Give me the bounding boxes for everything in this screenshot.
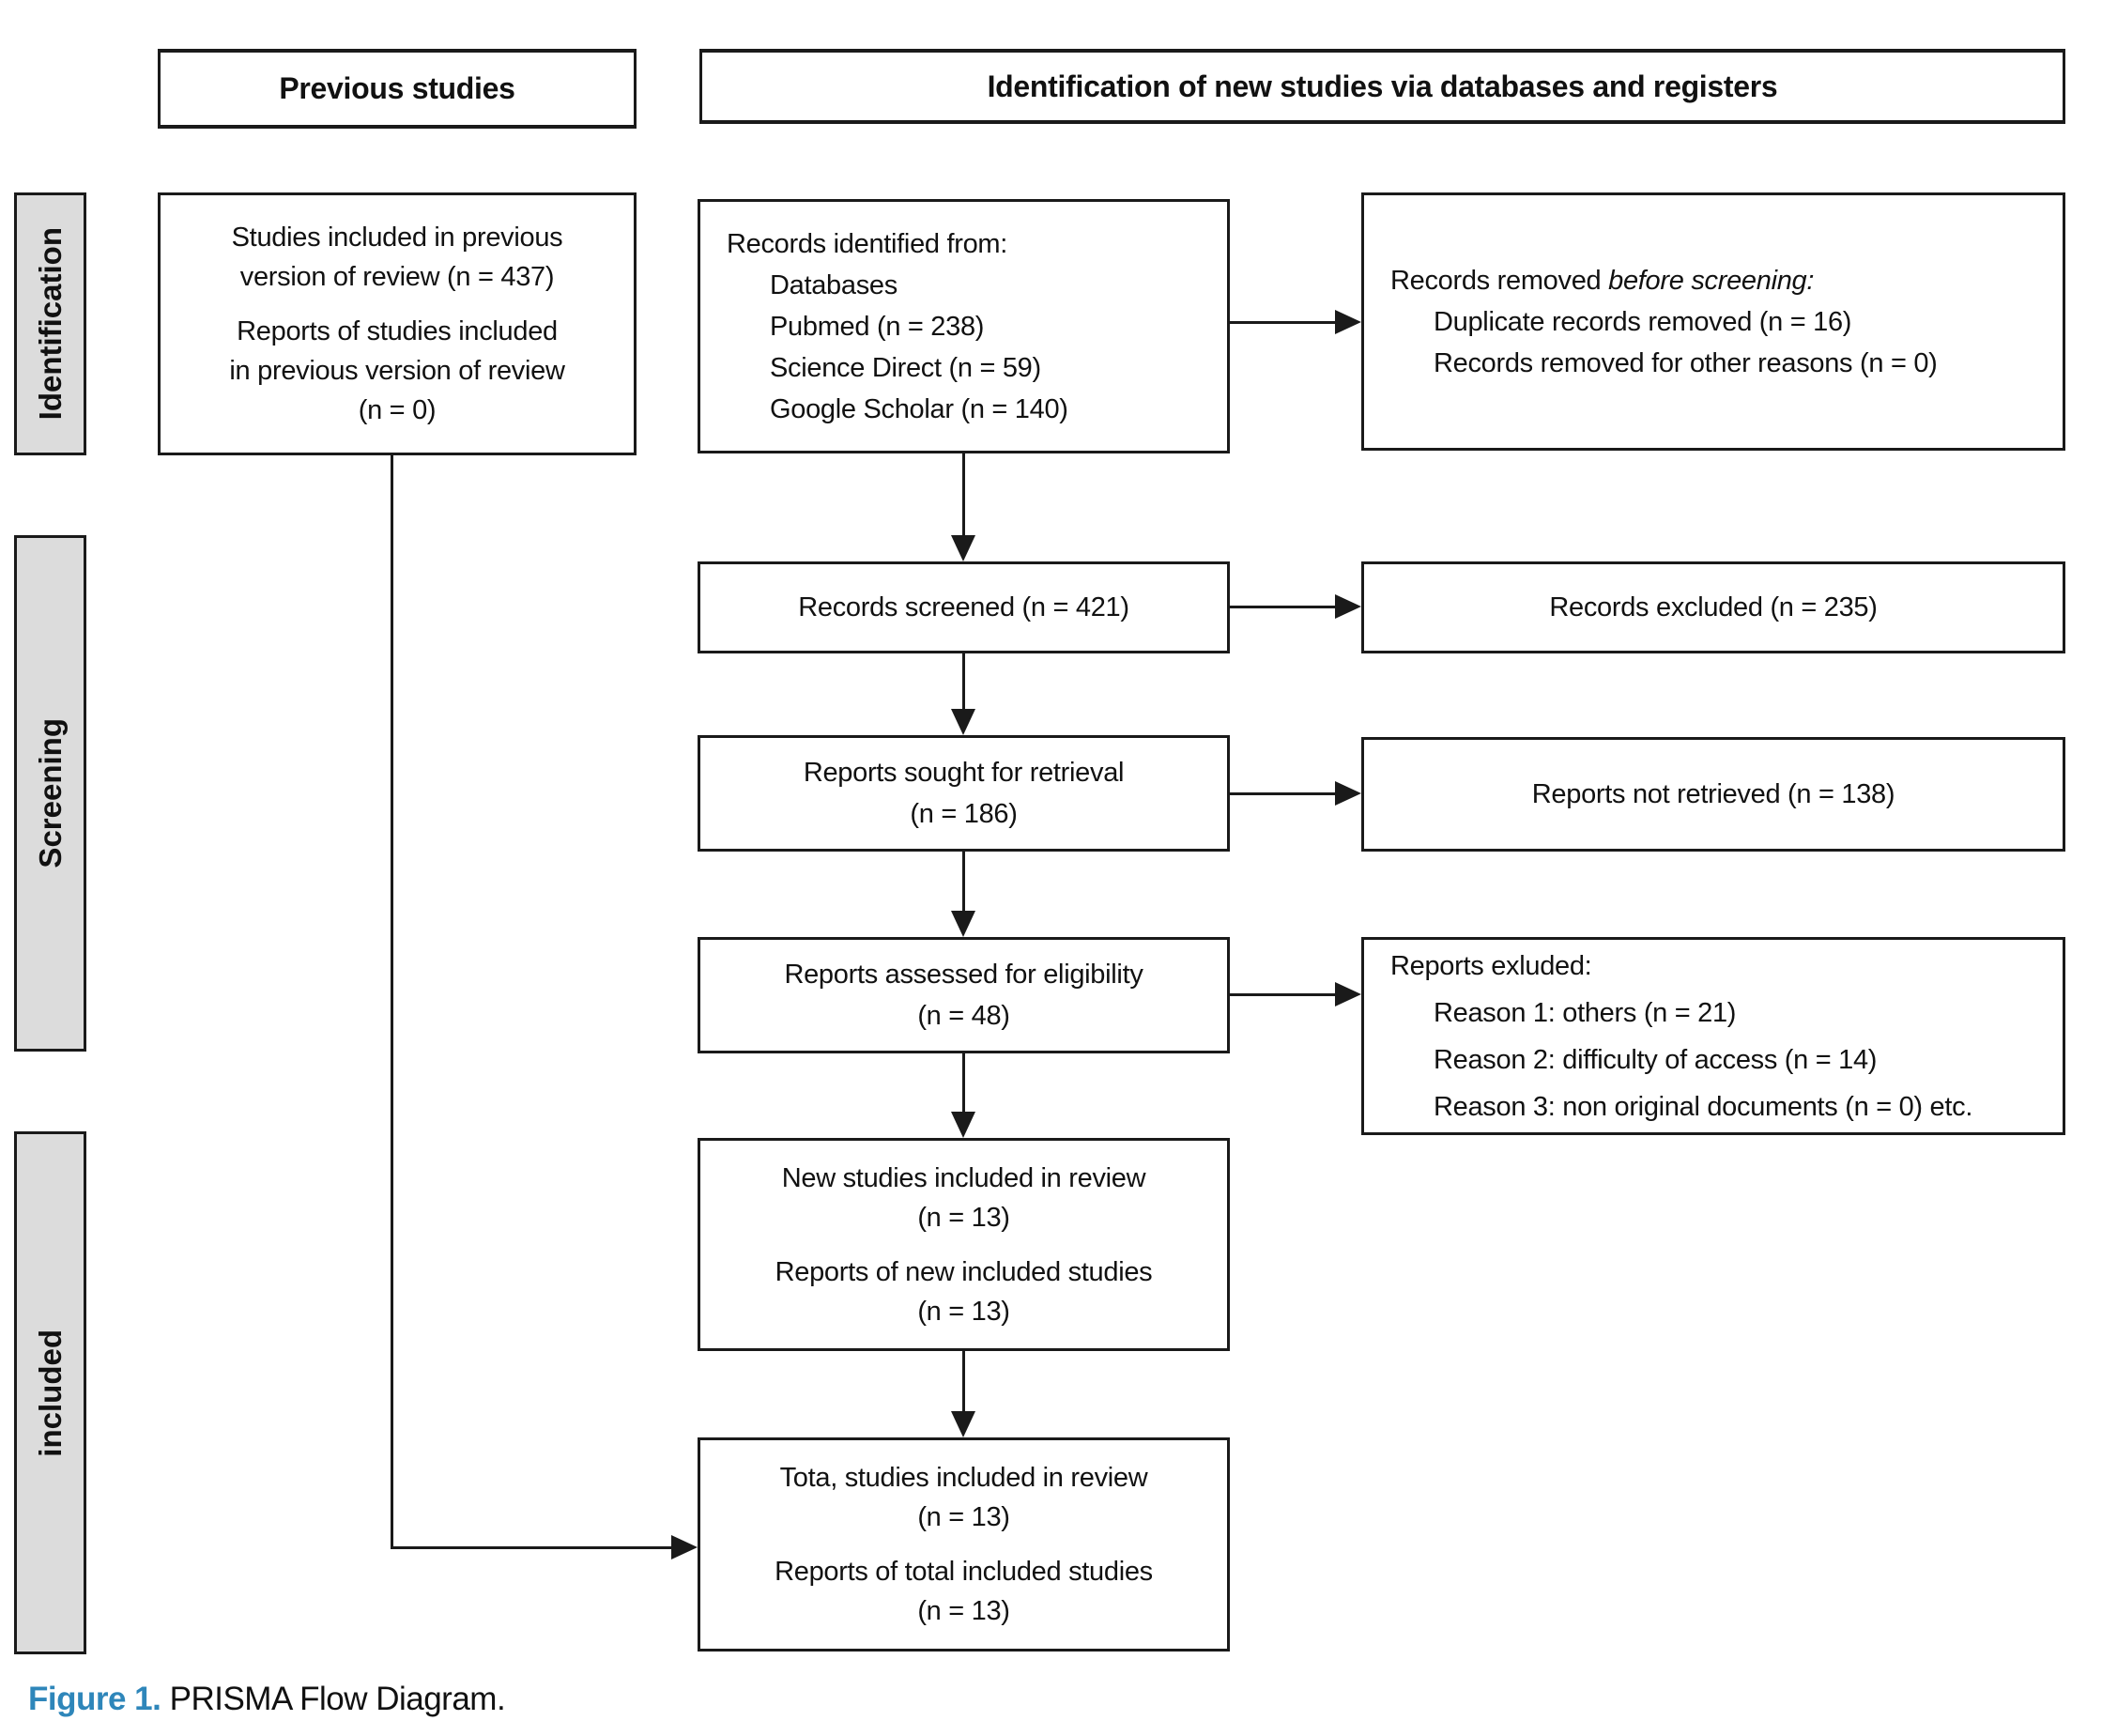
box-records-screened <box>698 561 1230 653</box>
box-reports-not-retrieved-label: Reports not retrieved (n = 138) <box>1531 779 1895 809</box>
arrow-down-sought-to-assessed <box>962 852 965 913</box>
box-new-studies-line: (n = 13) <box>917 1202 1010 1233</box>
box-reports-excluded-item: Reason 1: others (n = 21) <box>1434 997 1737 1028</box>
box-previous-studies-line: Studies included in previous <box>231 223 563 253</box>
arrowhead-down-icon <box>951 1112 975 1138</box>
box-new-studies-included <box>698 1138 1230 1351</box>
arrowhead-down-icon <box>951 1411 975 1437</box>
arrow-right-screened-to-excluded <box>1230 606 1337 608</box>
box-reports-sought-line: (n = 186) <box>910 799 1018 829</box>
box-records-identified-item: Pubmed (n = 238) <box>770 311 985 342</box>
stage-bar-identification-label: Identification <box>32 227 68 421</box>
box-records-removed-item: Duplicate records removed (n = 16) <box>1434 306 1852 337</box>
figure-caption-text: PRISMA Flow Diagram. <box>161 1681 506 1717</box>
box-records-excluded <box>1361 561 2065 653</box>
header-identification-new-studies <box>699 49 2065 124</box>
arrow-right-sought-to-notretrieved <box>1230 792 1337 795</box>
arrowhead-right-icon <box>1335 781 1361 806</box>
box-records-removed <box>1361 192 2065 451</box>
box-reports-excluded-item: Reason 2: difficulty of access (n = 14) <box>1434 1044 1878 1075</box>
stage-bar-included <box>14 1131 86 1654</box>
box-new-studies-line: New studies included in review <box>781 1162 1146 1193</box>
arrowhead-down-icon <box>951 709 975 735</box>
box-records-screened-label: Records screened (n = 421) <box>798 592 1129 622</box>
arrowhead-down-icon <box>951 535 975 561</box>
box-new-studies-line: Reports of new included studies <box>775 1256 1153 1287</box>
box-records-excluded-label: Records excluded (n = 235) <box>1549 592 1878 622</box>
arrowhead-right-icon <box>1335 310 1361 334</box>
box-records-removed-item: Records removed for other reasons (n = 0) <box>1434 347 1938 378</box>
stage-bar-identification <box>14 192 86 455</box>
box-previous-studies <box>158 192 637 455</box>
arrow-down-screened-to-sought <box>962 653 965 711</box>
box-records-removed-title-italic: before screening: <box>1608 265 1815 296</box>
box-records-identified-item: Google Scholar (n = 140) <box>770 393 1068 424</box>
box-records-identified-title: Records identified from: <box>727 228 1008 259</box>
arrow-down-identified-to-screened <box>962 453 965 537</box>
arrow-right-identified-to-removed <box>1230 321 1337 324</box>
box-records-identified-item: Science Direct (n = 59) <box>770 352 1041 383</box>
header-previous-studies-label: Previous studies <box>279 71 515 105</box>
box-reports-sought <box>698 735 1230 852</box>
box-reports-excluded <box>1361 937 2065 1135</box>
box-reports-assessed-line: Reports assessed for eligibility <box>784 960 1143 990</box>
box-previous-studies-line: version of review (n = 437) <box>239 262 555 292</box>
stage-bar-screening-label: Screening <box>32 718 68 868</box>
header-identification-new-studies-label: Identification of new studies via databases and registers <box>987 69 1778 103</box>
connector-previous-vertical-line <box>391 455 393 1549</box>
box-reports-excluded-title: Reports exluded: <box>1390 950 1592 981</box>
box-reports-sought-line: Reports sought for retrieval <box>803 758 1125 788</box>
box-total-studies-line: (n = 13) <box>917 1596 1010 1626</box>
arrow-right-assessed-to-excluded <box>1230 993 1337 996</box>
connector-previous-horizontal-line <box>391 1546 671 1549</box>
box-records-identified <box>698 199 1230 453</box>
figure-caption <box>28 1681 505 1718</box>
arrowhead-right-icon <box>1335 594 1361 619</box>
arrowhead-right-icon <box>1335 982 1361 1006</box>
header-previous-studies <box>158 49 637 129</box>
box-reports-excluded-item: Reason 3: non original documents (n = 0) etc. <box>1434 1091 1973 1122</box>
box-previous-studies-line: (n = 0) <box>358 395 437 425</box>
figure-caption-label: Figure 1. <box>28 1681 161 1717</box>
stage-bar-included-label: included <box>32 1329 68 1457</box>
box-total-studies-included <box>698 1437 1230 1652</box>
box-new-studies-line: (n = 13) <box>917 1296 1010 1327</box>
arrow-down-assessed-to-new <box>962 1053 965 1114</box>
box-previous-studies-line: in previous version of review <box>229 356 565 386</box>
box-reports-not-retrieved <box>1361 737 2065 852</box>
arrowhead-right-icon <box>671 1535 698 1559</box>
box-reports-assessed-line: (n = 48) <box>917 1001 1010 1031</box>
box-total-studies-line: (n = 13) <box>917 1502 1010 1532</box>
box-records-removed-title <box>1390 260 1814 301</box>
box-records-removed-title-regular: Records removed <box>1390 265 1609 296</box>
box-records-identified-item: Databases <box>770 269 898 300</box>
arrow-down-new-to-total <box>962 1351 965 1413</box>
arrowhead-down-icon <box>951 911 975 937</box>
box-previous-studies-line: Reports of studies included <box>237 316 558 346</box>
box-reports-assessed <box>698 937 1230 1053</box>
box-total-studies-line: Reports of total included studies <box>775 1557 1153 1587</box>
stage-bar-screening <box>14 535 86 1052</box>
box-total-studies-line: Tota, studies included in review <box>779 1463 1148 1493</box>
